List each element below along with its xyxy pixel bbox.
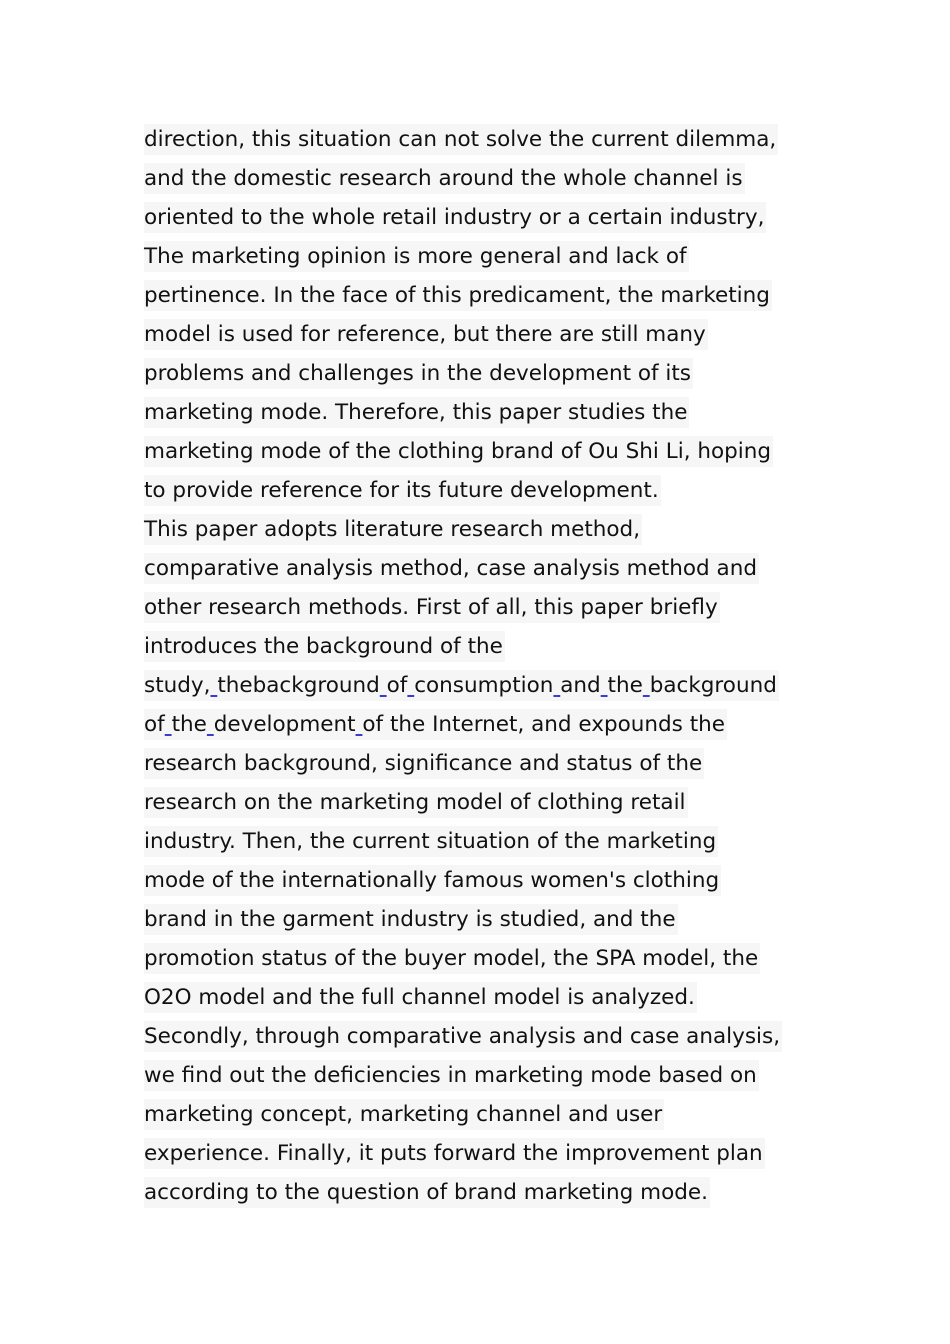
line-text: research background, significance and status of the [144, 748, 704, 779]
text-line [144, 159, 824, 198]
line-text: marketing mode of the clothing brand of Ou Shi Li, hoping [144, 436, 773, 467]
text-line [144, 237, 824, 276]
underlined-space [207, 712, 214, 737]
line-text [144, 709, 727, 740]
line-text: promotion status of the buyer model, the SPA model, the [144, 943, 760, 974]
line-text: introduces the background of the [144, 631, 505, 662]
line-text: research on the marketing model of clothing retail [144, 787, 688, 818]
text-line [144, 549, 824, 588]
underlined-space [643, 673, 650, 698]
text-line [144, 432, 824, 471]
body-text [144, 120, 824, 1212]
line-text: experience. Finally, it puts forward the improvement plan [144, 1138, 765, 1169]
line-text: The marketing opinion is more general and lack of [144, 241, 689, 272]
text-line [144, 822, 824, 861]
word: of [144, 712, 165, 737]
line-text: to provide reference for its future development. [144, 475, 661, 506]
text-line [144, 1017, 824, 1056]
text-line [144, 393, 824, 432]
text-line-underlined-spaces [144, 705, 824, 744]
line-text: This paper adopts literature research method, [144, 514, 642, 545]
text-line [144, 783, 824, 822]
line-text: other research methods. First of all, this paper briefly [144, 592, 720, 623]
word: background [649, 673, 777, 698]
line-text: comparative analysis method, case analysis method and [144, 553, 759, 584]
text-line-underlined-spaces [144, 666, 824, 705]
text-line [144, 510, 824, 549]
text-line [144, 120, 824, 159]
text-line [144, 198, 824, 237]
text-line [144, 861, 824, 900]
text-line [144, 1134, 824, 1173]
text-line [144, 1095, 824, 1134]
line-text: we find out the deficiencies in marketing mode based on [144, 1060, 759, 1091]
line-text: and the domestic research around the whole channel is [144, 163, 745, 194]
word: thebackground [217, 673, 380, 698]
word: development [213, 712, 356, 737]
text-line [144, 315, 824, 354]
line-text: Secondly, through comparative analysis and case analysis, [144, 1021, 782, 1052]
underlined-space [380, 673, 387, 698]
underlined-space [601, 673, 608, 698]
line-text: direction, this situation can not solve the current dilemma, [144, 124, 778, 155]
word: consumption [414, 673, 554, 698]
text-line [144, 939, 824, 978]
text-line [144, 471, 824, 510]
word: the [171, 712, 207, 737]
line-text: according to the question of brand marketing mode. [144, 1177, 710, 1208]
line-text: marketing mode. Therefore, this paper studies the [144, 397, 689, 428]
word: of [386, 673, 408, 698]
line-text: pertinence. In the face of this predicament, the marketing [144, 280, 772, 311]
text-line [144, 354, 824, 393]
text-line [144, 1173, 824, 1212]
line-text: mode of the internationally famous women's clothing [144, 865, 721, 896]
line-text: marketing concept, marketing channel and user [144, 1099, 664, 1130]
word: study, [144, 673, 211, 698]
text-line [144, 588, 824, 627]
line-text: brand in the garment industry is studied, and the [144, 904, 678, 935]
line-text: industry. Then, the current situation of the marketing [144, 826, 718, 857]
line-text: O2O model and the full channel model is analyzed. [144, 982, 697, 1013]
text-line [144, 1056, 824, 1095]
text-line [144, 276, 824, 315]
text-line [144, 900, 824, 939]
word: of the Internet, and expounds the [362, 712, 725, 737]
text-line [144, 744, 824, 783]
text-line [144, 978, 824, 1017]
line-text [144, 670, 779, 701]
underlined-space [165, 712, 172, 737]
line-text: problems and challenges in the development of its [144, 358, 693, 389]
line-text: model is used for reference, but there are still many [144, 319, 708, 350]
word: the [607, 673, 643, 698]
word: and [560, 673, 601, 698]
line-text: oriented to the whole retail industry or a certain industry, [144, 202, 766, 233]
text-line [144, 627, 824, 666]
